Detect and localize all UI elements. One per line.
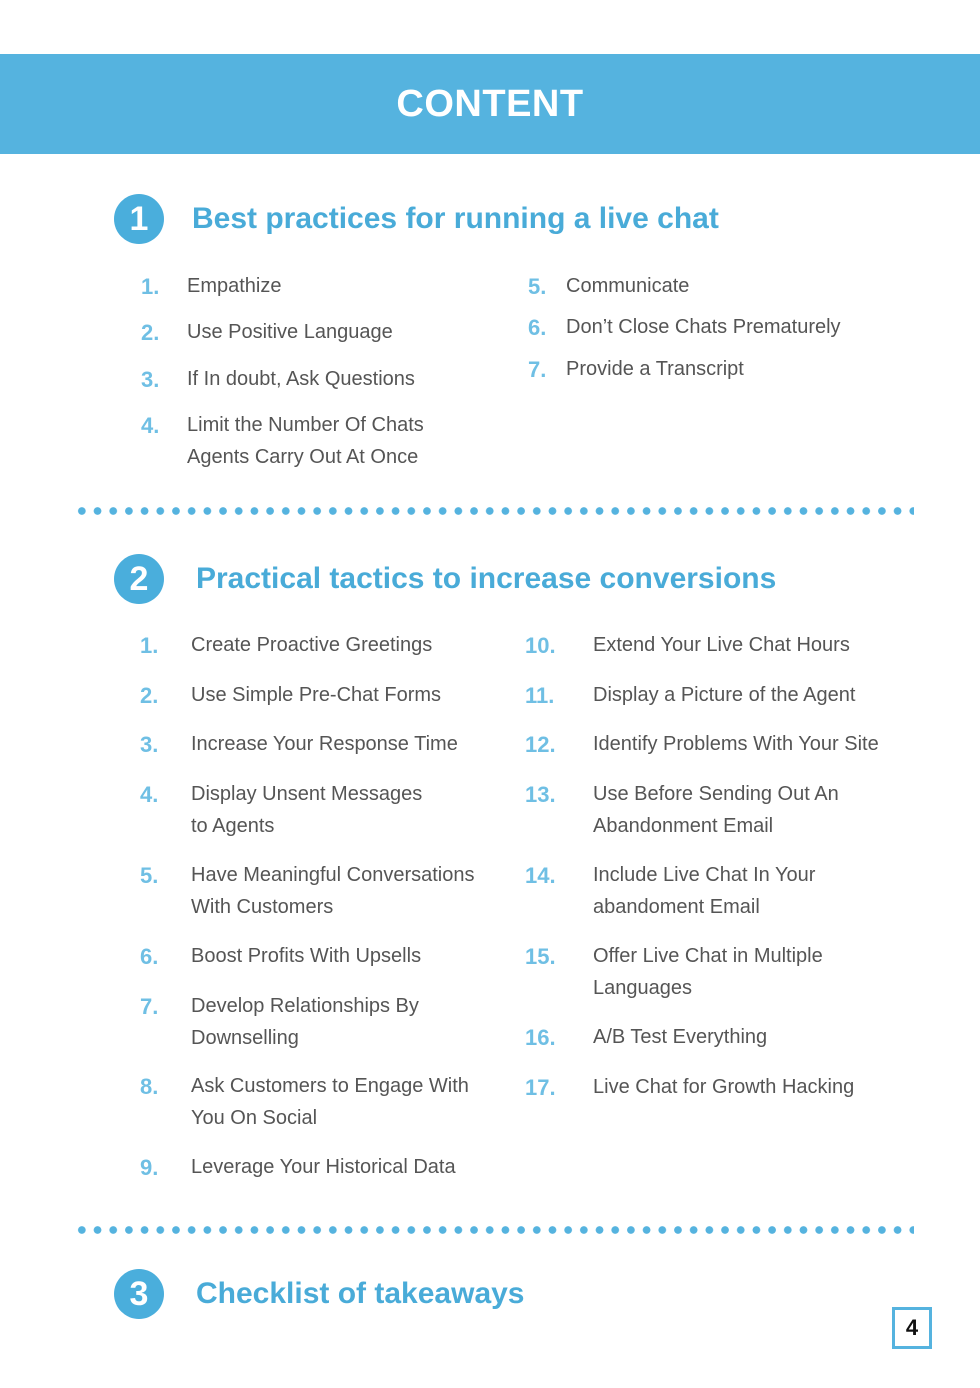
- section-3-header: [114, 1269, 525, 1319]
- list-item: [525, 679, 855, 711]
- list-item-number: 4.: [140, 782, 159, 807]
- list-item-line: Identify Problems With Your Site: [593, 733, 879, 755]
- list-item-number: 4.: [141, 413, 160, 438]
- list-item-number: 8.: [140, 1074, 159, 1099]
- list-item: [525, 728, 879, 760]
- list-item: [140, 1151, 456, 1183]
- list-item: [141, 363, 415, 395]
- list-item-number: 1.: [141, 274, 160, 299]
- list-item-text: [566, 353, 744, 385]
- list-item: [141, 316, 393, 348]
- list-item-text: [187, 409, 424, 473]
- section-number-badge: 1: [114, 194, 164, 244]
- list-item-text: [593, 1021, 767, 1053]
- section-1-header: [114, 194, 719, 244]
- list-item-number: 7.: [528, 357, 547, 382]
- list-item-line: Don’t Close Chats Prematurely: [566, 316, 841, 338]
- list-item-number: 2.: [141, 320, 160, 345]
- section-2-header: [114, 554, 776, 604]
- list-item-line: Increase Your Response Time: [191, 733, 458, 755]
- list-item-line: Use Simple Pre-Chat Forms: [191, 684, 442, 706]
- list-item-text: [566, 311, 841, 343]
- list-item: [528, 270, 689, 302]
- content-banner: [0, 54, 980, 154]
- list-item-number: 2.: [140, 683, 159, 708]
- list-item-number: 13.: [525, 782, 556, 807]
- list-item-line: If In doubt, Ask Questions: [187, 368, 415, 390]
- list-item-line: Downselling: [191, 1027, 299, 1049]
- list-item: [140, 1070, 469, 1134]
- list-item-number: 6.: [140, 944, 159, 969]
- list-item-line: Ask Customers to Engage With: [191, 1075, 469, 1097]
- section-number-badge: 3: [114, 1269, 164, 1319]
- page-number: 4: [892, 1307, 932, 1349]
- list-item: [525, 629, 850, 661]
- list-item-text: [593, 940, 823, 1004]
- list-item-line: Create Proactive Greetings: [191, 634, 433, 656]
- list-item-number: 3.: [141, 367, 160, 392]
- list-item-text: [191, 990, 419, 1054]
- list-item-line: With Customers: [191, 896, 334, 918]
- list-item-line: Abandonment Email: [593, 815, 774, 837]
- list-item: [525, 1021, 767, 1053]
- list-item-line: Include Live Chat In Your: [593, 864, 816, 886]
- list-item: [140, 940, 421, 972]
- list-item-number: 14.: [525, 863, 556, 888]
- list-item-number: 15.: [525, 944, 556, 969]
- list-item-number: 12.: [525, 732, 556, 757]
- list-item-number: 16.: [525, 1025, 556, 1050]
- list-item-number: 10.: [525, 633, 556, 658]
- list-item-line: abandoment Email: [593, 896, 760, 918]
- list-item: [140, 629, 432, 661]
- list-item-text: [593, 728, 879, 760]
- list-item-line: Limit the Number Of Chats: [187, 414, 424, 436]
- list-item-line: Empathize: [187, 275, 282, 297]
- list-item: [528, 311, 841, 343]
- dotted-divider-1: [74, 507, 914, 515]
- list-item-line: to Agents: [191, 815, 275, 837]
- list-item-line: Use Before Sending Out An: [593, 783, 839, 805]
- section-title: Practical tactics to increase conversions: [196, 562, 777, 595]
- list-item: [528, 353, 744, 385]
- list-item-number: 6.: [528, 315, 547, 340]
- list-item: [140, 859, 475, 923]
- list-item: [525, 1071, 854, 1103]
- list-item-line: Extend Your Live Chat Hours: [593, 634, 850, 656]
- list-item-line: Live Chat for Growth Hacking: [593, 1076, 855, 1098]
- list-item-text: [191, 778, 422, 842]
- list-item-line: Have Meaningful Conversations: [191, 864, 475, 886]
- list-item-number: 7.: [140, 994, 159, 1019]
- list-item-line: Display a Picture of the Agent: [593, 684, 856, 706]
- list-item-text: [593, 679, 855, 711]
- list-item: [140, 728, 458, 760]
- list-item-line: Communicate: [566, 275, 690, 297]
- list-item-line: Languages: [593, 977, 692, 999]
- list-item: [140, 679, 441, 711]
- list-item-text: [187, 316, 393, 348]
- section-title: Checklist of takeaways: [196, 1277, 525, 1310]
- list-item: [525, 778, 839, 842]
- list-item-text: [593, 778, 839, 842]
- list-item-line: Boost Profits With Upsells: [191, 945, 422, 967]
- list-item: [140, 778, 422, 842]
- list-item-text: [191, 1070, 469, 1134]
- list-item: [525, 940, 823, 1004]
- list-item-line: A/B Test Everything: [593, 1026, 768, 1048]
- list-item-text: [593, 859, 815, 923]
- list-item-text: [191, 940, 421, 972]
- list-item-text: [566, 270, 689, 302]
- section-title: Best practices for running a live chat: [192, 202, 719, 235]
- list-item-line: Display Unsent Messages: [191, 783, 423, 805]
- list-item-number: 17.: [525, 1075, 556, 1100]
- list-item-text: [191, 728, 458, 760]
- list-item-line: Agents Carry Out At Once: [187, 446, 419, 468]
- list-item-text: [187, 363, 415, 395]
- list-item-text: [187, 270, 282, 302]
- list-item-text: [191, 679, 441, 711]
- list-item: [525, 859, 815, 923]
- list-item-line: Offer Live Chat in Multiple: [593, 945, 823, 967]
- list-item: [141, 270, 282, 302]
- list-item-line: Provide a Transcript: [566, 358, 744, 380]
- list-item: [140, 990, 419, 1054]
- dotted-divider-2: [74, 1226, 914, 1234]
- list-item-text: [191, 629, 432, 661]
- section-number-badge: 2: [114, 554, 164, 604]
- list-item-line: Develop Relationships By: [191, 995, 419, 1017]
- list-item-text: [593, 1071, 854, 1103]
- list-item-text: [593, 629, 850, 661]
- list-item-number: 11.: [525, 683, 555, 708]
- list-item-number: 5.: [140, 863, 159, 888]
- list-item-number: 3.: [140, 732, 159, 757]
- list-item-text: [191, 1151, 456, 1183]
- list-item-line: Use Positive Language: [187, 321, 393, 343]
- list-item-number: 1.: [140, 633, 159, 658]
- list-item-line: You On Social: [191, 1107, 318, 1129]
- list-item-number: 9.: [140, 1155, 159, 1180]
- list-item-text: [191, 859, 475, 923]
- list-item-number: 5.: [528, 274, 547, 299]
- list-item: [141, 409, 424, 473]
- list-item-line: Leverage Your Historical Data: [191, 1156, 456, 1178]
- banner-title: CONTENT: [396, 82, 584, 125]
